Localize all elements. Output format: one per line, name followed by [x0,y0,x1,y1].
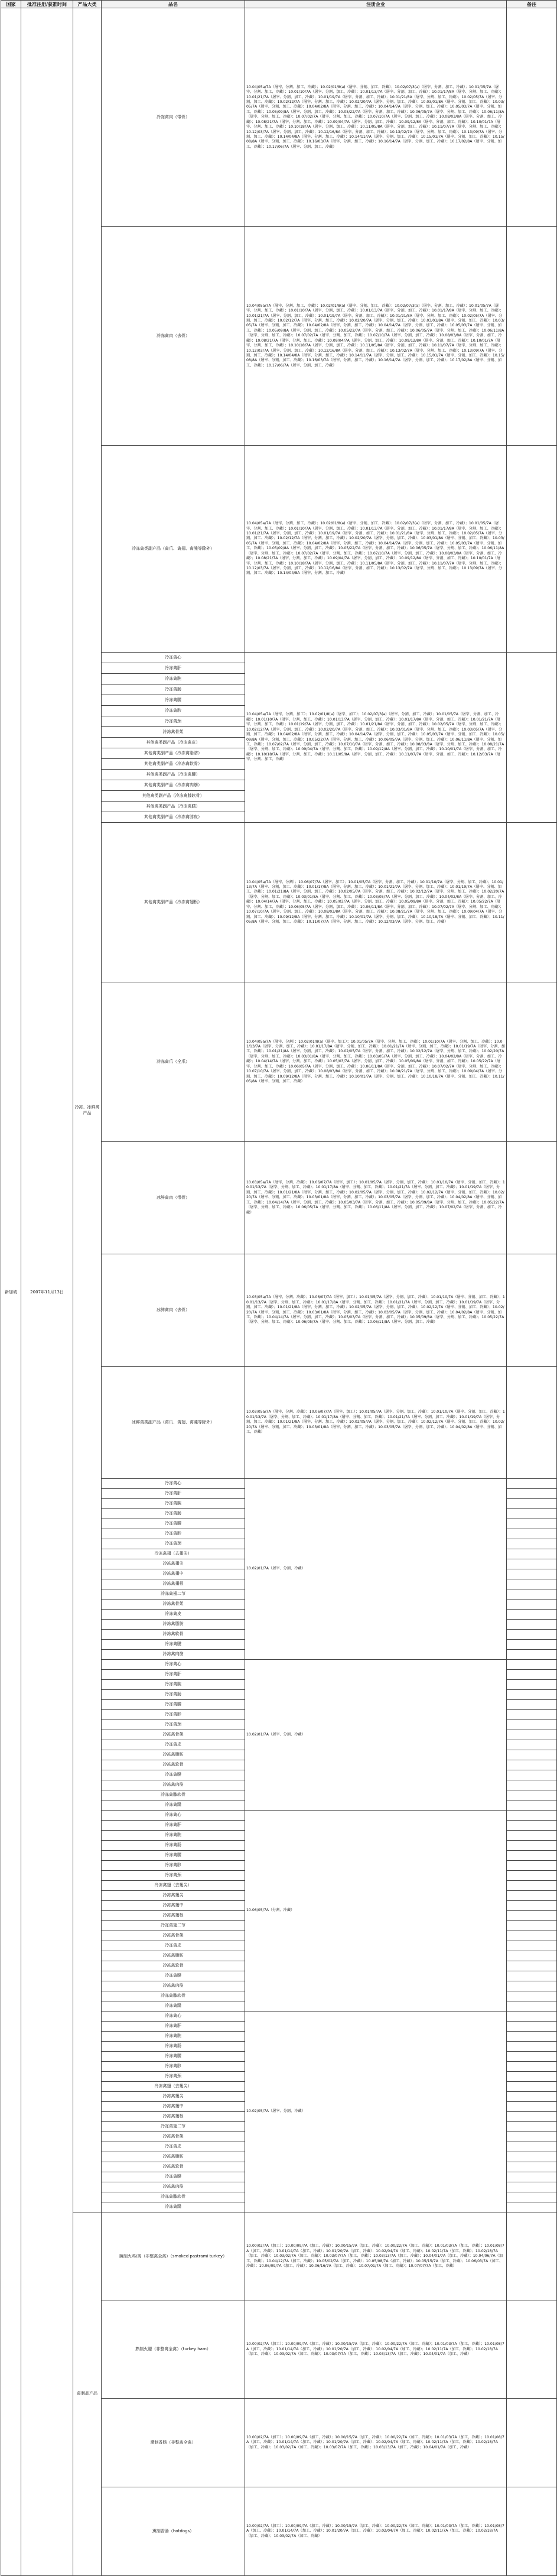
enterprise-cell: 10.00/02/7A（加工）；10.00/09/7A（加工、冷藏）；10.00/15/7A（加工、冷藏）；10.00/22/7A（加工、冷藏）；10.01/03/7A（加工、冷藏）；10.01/08/7A（加工、冷藏）；10.01/14/7A（加工、冷藏）；10.01/20/7A（加工、冷藏）；10.02/04/7A（加工、冷藏）；10.02/11/7A（加工、冷藏）；10.02/18/7A（加工、冷藏）；10.03/02/7A（加工、冷藏） [245,2487,507,2576]
product-cell: 其他禽类副产品（冷冻禽皮） [102,738,245,748]
note-cell [507,2182,557,2192]
product-cell: 冷冻禽肉（去骨） [102,227,245,446]
product-cell: 冷冻禽腱 [102,1770,245,1780]
enterprise-cell: 10.04/05a/7A（屠宰、分割）；10.06/07/7A（屠宰、加工）；10.01/05/7A（屠宰、分割、加工、冷藏）；10.01/10/7A（屠宰、分割、加工、冷藏）；10.01/13/7A（屠宰、分割、加工、冷藏）；10.01/17/8A（屠宰、分割、加工、冷藏）；10.01/21/7A（屠宰、分割、加工、冷藏）；10.01/19/7A（屠宰、分割、加工、冷藏）；10.01/21/8A（屠宰、分割、加工、冷藏）；10.02/05/7A（屠宰、分割、加工、冷藏）；10.02/12/7A（屠宰、分割、加工、冷藏）；10.02/20/7A（屠宰、分割、加工、冷藏）；10.03/01/8A（屠宰、分割、加工、冷藏）；10.03/05/7A（屠宰、分割、加工、冷藏）；10.04/02/8A（屠宰、分割、加工、冷藏）；10.04/14/7A（屠宰、分割、加工、冷藏）；10.05/03/7A（屠宰、分割、加工、冷藏）；10.05/09/8A（屠宰、分割、加工、冷藏）；10.05/22/7A（屠宰、分割、加工、冷藏）；10.06/05/7A（屠宰、分割、加工、冷藏）；10.06/11/8A（屠宰、分割、加工、冷藏）；10.07/02/7A（屠宰、分割、加工、冷藏）；10.07/10/7A（屠宰、分割、加工、冷藏）；10.08/03/8A（屠宰、分割、加工、冷藏）；10.08/21/7A（屠宰、分割、加工、冷藏）；10.09/04/7A（屠宰、分割、加工、冷藏）；10.09/12/8A（屠宰、分割、加工、冷藏）；10.10/01/7A（屠宰、分割、加工、冷藏）；10.10/18/7A（屠宰、分割、加工、冷藏）；10.11/05/8A（屠宰、分割、加工、冷藏）；10.11/07/7A（屠宰、分割、加工、冷藏）；10.12/03/7A（屠宰、分割、加工、冷藏） [245,823,507,982]
product-cell: 冷冻禽肫 [102,2032,245,2042]
product-cell: 其他禽类副产品（冷冻禽腱） [102,770,245,780]
note-cell [507,1831,557,1841]
enterprise-cell: 10.04/05a/7A（屠宰、分割、加工、冷藏）；10.02/01/8(a)（屠宰、分割、加工、冷藏）；10.02/07/3(a)（屠宰、分割、加工、冷藏）；10.01/05/7A（屠宰、分割、加工、冷藏）；10.01/10/7A（屠宰、分割、加工、冷藏）；10.01/13/7A（屠宰、分割、加工、冷藏）；10.01/17/8A（屠宰、分割、加工、冷藏）；10.01/21/7A（屠宰、分割、加工、冷藏）；10.01/19/7A（屠宰、分割、加工、冷藏）；10.01/21/8A（屠宰、分割、加工、冷藏）；10.02/05/7A（屠宰、分割、加工、冷藏）；10.02/12/7A（屠宰、分割、加工、冷藏）；10.02/20/7A（屠宰、分割、加工、冷藏）；10.03/01/8A（屠宰、分割、加工、冷藏）；10.03/05/7A（屠宰、分割、加工、冷藏）；10.04/02/8A（屠宰、分割、加工、冷藏）；10.04/14/7A（屠宰、分割、加工、冷藏）；10.05/03/7A（屠宰、分割、加工、冷藏）；10.05/09/8A（屠宰、分割、加工、冷藏）；10.05/22/7A（屠宰、分割、加工、冷藏）；10.06/05/7A（屠宰、分割、加工、冷藏）；10.06/11/8A（屠宰、分割、加工、冷藏）；10.07/02/7A（屠宰、分割、加工、冷藏）；10.07/10/7A（屠宰、分割、加工、冷藏）；10.08/03/8A（屠宰、分割、加工、冷藏）；10.08/21/7A（屠宰、分割、加工、冷藏）；10.09/04/7A（屠宰、分割、加工、冷藏）；10.09/12/8A（屠宰、分割、加工、冷藏）；10.10/01/7A（屠宰、分割、加工、冷藏）；10.10/18/7A（屠宰、分割、加工、冷藏）；10.11/05/8A（屠宰、分割、加工、冷藏）；10.11/07/7A（屠宰、分割、加工、冷藏）；10.12/03/7A（屠宰、分割、加工、冷藏）；10.12/16/8A（屠宰、分割、加工、冷藏）；10.13/02/7A（屠宰、分割、加工、冷藏）；10.13/09/7A（屠宰、分割、加工、冷藏）；10.14/04/8A（屠宰、分割、加工、冷藏） [245,446,507,653]
note-cell [507,1780,557,1790]
note-cell [507,1991,557,2001]
note-cell [507,1951,557,1961]
note-cell [507,1881,557,1891]
category-cell: 禽制品产品 [73,2212,102,2576]
product-cell: 冷冻禽皮 [102,1610,245,1620]
note-cell [507,1730,557,1740]
product-cell: 冷冻禽颈 [102,2072,245,2082]
product-cell: 冷冻禽肫 [102,674,245,684]
note-cell [507,1660,557,1670]
product-cell: 冷冻禽骨架 [102,1931,245,1941]
table-row [1,2212,557,2301]
product-cell: 冷冻禽肫 [102,1680,245,1690]
note-cell [507,982,557,1142]
note-cell [507,1901,557,1911]
note-cell [507,2399,557,2487]
note-cell [507,2092,557,2102]
note-cell [507,1589,557,1600]
product-cell: 冷冻禽腱 [102,1640,245,1650]
product-cell: 冰鲜禽肉（去骨） [102,1254,245,1367]
note-cell [507,2192,557,2202]
note-cell [507,1650,557,1660]
product-cell: 冷冻禽软骨 [102,1760,245,1770]
note-cell [507,2012,557,2022]
product-cell: 冷冻禽心 [102,1811,245,1821]
product-cell: 冷冻禽软骨 [102,1630,245,1640]
note-cell [507,1620,557,1630]
product-cell: 冷冻禽心 [102,653,245,663]
note-cell [507,1931,557,1941]
product-cell: 冷冻禽软骨 [102,1961,245,1971]
product-cell: 冷冻禽骨架 [102,1730,245,1740]
note-cell [507,1871,557,1881]
note-cell [507,1861,557,1871]
note-cell [507,2082,557,2092]
product-cell: 冷冻禽肉（带骨） [102,8,245,227]
note-cell [507,1479,557,1489]
product-cell: 冷冻禽翅二节 [102,1921,245,1931]
product-cell: 冷冻禽翅中 [102,2102,245,2112]
product-cell: 冷冻禽皮 [102,2142,245,2152]
enterprise-cell: 10.03/05a/7A（屠宰、分割、冷藏）；10.06/07/7A（屠宰、加工）；10.01/05/7A（屠宰、分割、加工、冷藏）；10.01/10/7A（屠宰、分割、加工、冷藏）；10.01/13/7A（屠宰、分割、加工、冷藏）；10.01/17/8A（屠宰、分割、加工、冷藏）；10.01/21/7A（屠宰、分割、加工、冷藏）；10.01/19/7A（屠宰、分割、加工、冷藏）；10.01/21/8A（屠宰、分割、加工、冷藏）；10.02/05/7A（屠宰、分割、加工、冷藏）；10.02/12/7A（屠宰、分割、加工、冷藏）；10.02/20/7A（屠宰、分割、加工、冷藏）；10.03/01/8A（屠宰、分割、加工、冷藏）；10.03/05/7A（屠宰、分割、加工、冷藏）；10.04/02/8A（屠宰、分割、加工、冷藏）；10.04/14/7A（屠宰、分割、加工、冷藏）；10.05/03/7A（屠宰、分割、加工、冷藏）；10.05/09/8A（屠宰、分割、加工、冷藏）；10.05/22/7A（屠宰、分割、加工、冷藏）；10.06/05/7A（屠宰、分割、加工、冷藏）；10.06/11/8A（屠宰、分割、加工、冷藏）；10.07/02/7A（屠宰、分割、加工、冷藏） [245,1142,507,1254]
product-cell: 其他禽类副产品（冷冻禽软骨） [102,759,245,770]
note-cell [507,1142,557,1254]
note-cell [507,1961,557,1971]
note-cell [507,1821,557,1831]
product-cell: 冷冻禽脂肪 [102,1951,245,1961]
enterprise-cell: 10.00/02/7A（加工）；10.00/09/7A（加工、冷藏）；10.00/15/7A（加工、冷藏）；10.00/22/7A（加工、冷藏）；10.01/03/7A（加工、冷藏）；10.01/08/7A（加工、冷藏）；10.01/14/7A（加工、冷藏）；10.01/20/7A（加工、冷藏）；10.02/04/7A（加工、冷藏）；10.02/11/7A（加工、冷藏）；10.02/18/7A（加工、冷藏）；10.03/02/7A（加工、冷藏）；10.03/07/7A（加工、冷藏）；10.03/13/7A（加工、冷藏）；10.04/01/7A（加工、冷藏）；10.04/06/7A（加工、冷藏）；10.04/12/7A（加工、冷藏）；10.05/02/7A（加工、冷藏）；10.05/08/7A（加工、冷藏）；10.05/15/7A（加工、冷藏）；10.06/03/7A（加工、冷藏）；10.06/09/7A（加工、冷藏）；10.06/16/7A（加工、冷藏）；10.07/01/7A（加工、冷藏）；10.07/07/7A（加工、冷藏） [245,2212,507,2301]
product-cell: 熟制火腿（非整禽全禽）（turkey ham） [102,2301,245,2399]
note-cell [507,227,557,446]
note-cell [507,1851,557,1861]
header-category: 产品大类 [73,1,102,8]
note-cell [507,2032,557,2042]
note-cell [507,2152,557,2162]
product-cell: 其他禽类副产品（冷冻禽翅根） [102,823,245,982]
note-cell [507,653,557,823]
product-cell: 冷冻禽胗 [102,1861,245,1871]
country-cell: 新加坡 [1,8,21,2576]
product-cell: 冷冻禽肝 [102,1821,245,1831]
enterprise-cell: 10.02/05/7A（屠宰、分割、冷藏） [245,2012,507,2212]
note-cell [507,2052,557,2062]
note-cell [507,2202,557,2212]
note-cell [507,2172,557,2182]
note-cell [507,2212,557,2301]
product-cell: 冷冻禽腰 [102,1700,245,1710]
note-cell [507,1891,557,1901]
registration-table [1,0,557,2576]
product-cell: 冷冻禽腰 [102,1851,245,1861]
product-cell: 冷冻禽腰 [102,1519,245,1529]
product-cell: 冷冻禽骨架 [102,1600,245,1610]
product-cell: 冷冻禽皮 [102,1740,245,1750]
enterprise-cell: 10.02/01/7A（屠宰、分割、冷藏） [245,1479,507,1660]
product-cell: 冰鲜禽肉（带骨） [102,1142,245,1254]
product-cell: 冷冻禽爪（全爪） [102,982,245,1142]
note-cell [507,1690,557,1700]
product-cell: 冷冻禽翅中 [102,1901,245,1911]
enterprise-cell: 10.04/05a/7A（屠宰、分割、加工、冷藏）；10.02/01/8(a)（屠宰、分割、加工、冷藏）；10.02/07/3(a)（屠宰、分割、加工、冷藏）；10.01/05/7A（屠宰、分割、加工、冷藏）；10.01/10/7A（屠宰、分割、加工、冷藏）；10.01/13/7A（屠宰、分割、加工、冷藏）；10.01/17/8A（屠宰、分割、加工、冷藏）；10.01/21/7A（屠宰、分割、加工、冷藏）；10.01/19/7A（屠宰、分割、加工、冷藏）；10.01/21/8A（屠宰、分割、加工、冷藏）；10.02/05/7A（屠宰、分割、加工、冷藏）；10.02/12/7A（屠宰、分割、加工、冷藏）；10.02/20/7A（屠宰、分割、加工、冷藏）；10.03/01/8A（屠宰、分割、加工、冷藏）；10.03/05/7A（屠宰、分割、加工、冷藏）；10.04/02/8A（屠宰、分割、加工、冷藏）；10.04/14/7A（屠宰、分割、加工、冷藏）；10.05/03/7A（屠宰、分割、加工、冷藏）；10.05/09/8A（屠宰、分割、加工、冷藏）；10.05/22/7A（屠宰、分割、加工、冷藏）；10.06/05/7A（屠宰、分割、加工、冷藏）；10.06/11/8A（屠宰、分割、加工、冷藏）；10.07/02/7A（屠宰、分割、加工、冷藏）；10.07/10/7A（屠宰、分割、加工、冷藏）；10.08/03/8A（屠宰、分割、加工、冷藏）；10.08/21/7A（屠宰、分割、加工、冷藏）；10.09/04/7A（屠宰、分割、加工、冷藏）；10.09/12/8A（屠宰、分割、加工、冷藏）；10.10/01/7A（屠宰、分割、加工、冷藏）；10.10/18/7A（屠宰、分割、加工、冷藏）；10.11/05/8A（屠宰、分割、加工、冷藏）；10.11/07/7A（屠宰、分割、加工、冷藏）；10.12/03/7A（屠宰、分割、加工、冷藏）；10.12/16/8A（屠宰、分割、加工、冷藏）；10.13/02/7A（屠宰、分割、加工、冷藏）；10.13/09/7A（屠宰、分割、加工、冷藏）；10.14/04/8A（屠宰、分割、加工、冷藏）；10.14/11/7A（屠宰、分割、加工、冷藏）；10.15/01/7A（屠宰、分割、加工、冷藏）；10.15/08/8A（屠宰、分割、加工、冷藏）；10.16/03/7A（屠宰、分割、加工、冷藏）；10.16/14/7A（屠宰、分割、加工、冷藏）；10.17/02/8A（屠宰、分割、加工、冷藏）；10.17/06/7A（屠宰、分割、加工、冷藏） [245,8,507,227]
note-cell [507,1509,557,1519]
category-cell: 冷冻、冰鲜禽产品 [73,8,102,2212]
product-cell: 冷冻禽蹼 [102,1800,245,1811]
product-cell: 冷冻禽翅（去翅尖） [102,1549,245,1559]
note-cell [507,1539,557,1549]
product-cell: 冷冻禽肉筋 [102,2182,245,2192]
note-cell [507,1499,557,1509]
note-cell [507,1971,557,1981]
product-cell: 冷冻禽腰 [102,2052,245,2062]
note-cell [507,1750,557,1760]
product-cell: 冷冻禽蹼 [102,2001,245,2012]
note-cell [507,446,557,653]
product-cell: 冷冻禽心 [102,2012,245,2022]
note-cell [507,1559,557,1569]
note-cell [507,2487,557,2576]
product-cell: 冷冻禽颈 [102,1539,245,1549]
product-cell: 冷冻禽蹼 [102,2202,245,2212]
enterprise-cell: 10.04/05a/7A（屠宰、分割、加工）；10.02/01/8(a)（屠宰、加工）；10.02/07/3(a)（屠宰、分割、加工、冷藏）；10.01/05/7A（屠宰、分割、加工、冷藏）；10.01/10/7A（屠宰、分割、加工、冷藏）；10.01/13/7A（屠宰、分割、加工、冷藏）；10.01/17/8A（屠宰、分割、加工、冷藏）；10.01/21/7A（屠宰、分割、加工、冷藏）；10.01/19/7A（屠宰、分割、加工、冷藏）；10.01/21/8A（屠宰、分割、加工、冷藏）；10.02/05/7A（屠宰、分割、加工、冷藏）；10.02/12/7A（屠宰、分割、加工、冷藏）；10.02/20/7A（屠宰、分割、加工、冷藏）；10.03/01/8A（屠宰、分割、加工、冷藏）；10.03/05/7A（屠宰、分割、加工、冷藏）；10.04/02/8A（屠宰、分割、加工、冷藏）；10.04/14/7A（屠宰、分割、加工、冷藏）；10.05/03/7A（屠宰、分割、加工、冷藏）；10.05/09/8A（屠宰、分割、加工、冷藏）；10.05/22/7A（屠宰、分割、加工、冷藏）；10.06/05/7A（屠宰、分割、加工、冷藏）；10.06/11/8A（屠宰、分割、加工、冷藏）；10.07/02/7A（屠宰、分割、加工、冷藏）；10.07/10/7A（屠宰、分割、加工、冷藏）；10.08/03/8A（屠宰、分割、加工、冷藏）；10.08/21/7A（屠宰、分割、加工、冷藏）；10.09/04/7A（屠宰、分割、加工、冷藏）；10.09/12/8A（屠宰、分割、加工、冷藏）；10.10/01/7A（屠宰、分割、加工、冷藏）；10.10/18/7A（屠宰、分割、加工、冷藏）；10.11/05/8A（屠宰、分割、加工、冷藏）；10.11/07/7A（屠宰、分割、加工、冷藏）；10.12/03/7A（屠宰、分割、加工、冷藏） [245,653,507,823]
product-cell: 冷冻禽肝 [102,2022,245,2032]
enterprise-cell: 10.00/02/7A（加工）；10.00/09/7A（加工、冷藏）；10.00/15/7A（加工、冷藏）；10.00/22/7A（加工、冷藏）；10.01/03/7A（加工、冷藏）；10.01/08/7A（加工、冷藏）；10.01/14/7A（加工、冷藏）；10.01/20/7A（加工、冷藏）；10.02/04/7A（加工、冷藏）；10.02/11/7A（加工、冷藏）；10.02/18/7A（加工、冷藏）；10.03/02/7A（加工、冷藏）；10.03/07/7A（加工、冷藏）；10.03/13/7A（加工、冷藏）；10.04/01/7A（加工、冷藏） [245,2399,507,2487]
note-cell [507,2122,557,2132]
note-cell [507,823,557,982]
note-cell [507,1740,557,1750]
note-cell [507,1529,557,1539]
product-cell: 冷冻禽脂肪 [102,2152,245,2162]
note-cell [507,1981,557,1991]
header-enterprise: 注册企业 [245,1,507,8]
product-cell: 冷冻禽腰 [102,695,245,706]
date-cell: 2007年11月13日 [21,8,73,2576]
product-cell: 冷冻禽翅尖 [102,1891,245,1901]
product-cell: 腌制火鸡/禽（非整禽全禽）（smoked pastrami turkey） [102,2212,245,2301]
note-cell [507,2022,557,2032]
product-cell: 冷冻禽肝 [102,1670,245,1680]
product-cell: 冷冻禽心 [102,1660,245,1670]
product-cell: 冷冻禽颈 [102,1871,245,1881]
product-cell: 冷冻禽软骨 [102,2162,245,2172]
note-cell [507,1760,557,1770]
note-cell [507,1770,557,1780]
product-cell: 其他禽类副产品（冷冻禽蹼） [102,802,245,812]
product-cell: 冷冻禽胗 [102,1710,245,1720]
note-cell [507,1489,557,1499]
note-cell [507,2112,557,2122]
product-cell: 其他禽类副产品（冷冻禽脖皮） [102,812,245,823]
note-cell [507,1700,557,1710]
note-cell [507,1600,557,1610]
header-note: 备注 [507,1,557,8]
enterprise-cell: 10.02/01/7A（屠宰、分割、冷藏） [245,1660,507,1811]
note-cell [507,1710,557,1720]
note-cell [507,2162,557,2172]
enterprise-cell: 10.04/05a/7A（屠宰、分割、加工、冷藏）；10.02/01/8(a)（屠宰、分割、加工、冷藏）；10.02/07/3(a)（屠宰、分割、加工、冷藏）；10.01/05/7A（屠宰、分割、加工、冷藏）；10.01/10/7A（屠宰、分割、加工、冷藏）；10.01/13/7A（屠宰、分割、加工、冷藏）；10.01/17/8A（屠宰、分割、加工、冷藏）；10.01/21/7A（屠宰、分割、加工、冷藏）；10.01/19/7A（屠宰、分割、加工、冷藏）；10.01/21/8A（屠宰、分割、加工、冷藏）；10.02/05/7A（屠宰、分割、加工、冷藏）；10.02/12/7A（屠宰、分割、加工、冷藏）；10.02/20/7A（屠宰、分割、加工、冷藏）；10.03/01/8A（屠宰、分割、加工、冷藏）；10.03/05/7A（屠宰、分割、加工、冷藏）；10.04/02/8A（屠宰、分割、加工、冷藏）；10.04/14/7A（屠宰、分割、加工、冷藏）；10.05/03/7A（屠宰、分割、加工、冷藏）；10.05/09/8A（屠宰、分割、加工、冷藏）；10.05/22/7A（屠宰、分割、加工、冷藏）；10.06/05/7A（屠宰、分割、加工、冷藏）；10.06/11/8A（屠宰、分割、加工、冷藏）；10.07/02/7A（屠宰、分割、加工、冷藏）；10.07/10/7A（屠宰、分割、加工、冷藏）；10.08/03/8A（屠宰、分割、加工、冷藏）；10.08/21/7A（屠宰、分割、加工、冷藏）；10.09/04/7A（屠宰、分割、加工、冷藏）；10.09/12/8A（屠宰、分割、加工、冷藏）；10.10/01/7A（屠宰、分割、加工、冷藏）；10.10/18/7A（屠宰、分割、加工、冷藏）；10.11/05/8A（屠宰、分割、加工、冷藏）；10.11/07/7A（屠宰、分割、加工、冷藏）；10.12/03/7A（屠宰、分割、加工、冷藏）；10.12/16/8A（屠宰、分割、加工、冷藏）；10.13/02/7A（屠宰、分割、加工、冷藏）；10.13/09/7A（屠宰、分割、加工、冷藏）；10.14/04/8A（屠宰、分割、加工、冷藏）；10.14/11/7A（屠宰、分割、加工、冷藏）；10.15/01/7A（屠宰、分割、加工、冷藏）；10.15/08/8A（屠宰、分割、加工、冷藏）；10.16/03/7A（屠宰、分割、加工、冷藏）；10.16/14/7A（屠宰、分割、加工、冷藏）；10.17/02/8A（屠宰、分割、加工、冷藏）；10.17/06/7A（屠宰、分割、加工、冷藏） [245,227,507,446]
enterprise-cell: 10.00/02/7A（加工）；10.00/09/7A（加工、冷藏）；10.00/15/7A（加工、冷藏）；10.00/22/7A（加工、冷藏）；10.01/03/7A（加工、冷藏）；10.01/08/7A（加工、冷藏）；10.01/14/7A（加工、冷藏）；10.01/20/7A（加工、冷藏）；10.02/04/7A（加工、冷藏）；10.02/11/7A（加工、冷藏）；10.02/18/7A（加工、冷藏）；10.03/02/7A（加工、冷藏）；10.03/07/7A（加工、冷藏）；10.03/13/7A（加工、冷藏）；10.04/01/7A（加工、冷藏） [245,2301,507,2399]
product-cell: 冷冻禽心 [102,1479,245,1489]
note-cell [507,1911,557,1921]
note-cell [507,1720,557,1730]
product-cell: 其他禽类副产品（冷冻禽肉筋） [102,780,245,791]
product-cell: 冷冻禽翅中 [102,1569,245,1579]
header-product: 品名 [102,1,245,8]
note-cell [507,2301,557,2399]
note-cell [507,1630,557,1640]
product-cell: 冷冻禽肝 [102,1489,245,1499]
product-cell: 其他禽类副产品（冷冻禽脂肪） [102,748,245,759]
product-cell: 冷冻禽肫 [102,1831,245,1841]
note-cell [507,1790,557,1800]
product-cell: 冷冻禽翅尖 [102,2092,245,2102]
note-cell [507,1610,557,1620]
product-cell: 冷冻禽肉筋 [102,1780,245,1790]
enterprise-cell: 10.04/05a/7A（屠宰、分割）；10.02/01/8(a)（屠宰、加工）；10.01/05/7A（屠宰、分割、加工、冷藏）；10.01/10/7A（屠宰、分割、加工、冷藏）；10.01/13/7A（屠宰、分割、加工、冷藏）；10.01/17/8A（屠宰、分割、加工、冷藏）；10.01/21/7A（屠宰、分割、加工、冷藏）；10.01/19/7A（屠宰、分割、加工、冷藏）；10.01/21/8A（屠宰、分割、加工、冷藏）；10.02/05/7A（屠宰、分割、加工、冷藏）；10.02/12/7A（屠宰、分割、加工、冷藏）；10.02/20/7A（屠宰、分割、加工、冷藏）；10.03/01/8A（屠宰、分割、加工、冷藏）；10.03/05/7A（屠宰、分割、加工、冷藏）；10.04/02/8A（屠宰、分割、加工、冷藏）；10.04/14/7A（屠宰、分割、加工、冷藏）；10.05/03/7A（屠宰、分割、加工、冷藏）；10.05/09/8A（屠宰、分割、加工、冷藏）；10.05/22/7A（屠宰、分割、加工、冷藏）；10.06/05/7A（屠宰、分割、加工、冷藏）；10.06/11/8A（屠宰、分割、加工、冷藏）；10.07/02/7A（屠宰、分割、加工、冷藏）；10.07/10/7A（屠宰、分割、加工、冷藏）；10.08/03/8A（屠宰、分割、加工、冷藏）；10.08/21/7A（屠宰、分割、加工、冷藏）；10.09/04/7A（屠宰、分割、加工、冷藏）；10.09/12/8A（屠宰、分割、加工、冷藏）；10.10/01/7A（屠宰、分割、加工、冷藏）；10.10/18/7A（屠宰、分割、加工、冷藏）；10.11/05/8A（屠宰、分割、加工、冷藏） [245,982,507,1142]
note-cell [507,2062,557,2072]
note-cell [507,1640,557,1650]
product-cell: 冷冻禽翅二节 [102,2122,245,2132]
note-cell [507,8,557,227]
product-cell: 冷冻禽脂肪 [102,1750,245,1760]
product-cell: 冷冻禽胗 [102,706,245,716]
product-cell: 冷冻禽肠 [102,1690,245,1700]
product-cell: 冷冻禽肉筋 [102,1981,245,1991]
product-cell: 冷冻禽翅二节 [102,1589,245,1600]
note-cell [507,2102,557,2112]
note-cell [507,1680,557,1690]
note-cell [507,1941,557,1951]
note-cell [507,1569,557,1579]
product-cell: 冷冻禽腱 [102,2172,245,2182]
product-cell: 冰鲜禽类副产品（禽爪、禽翅、禽肫等除外） [102,1367,245,1479]
product-cell: 冷冻禽骨架 [102,2132,245,2142]
product-cell: 冷冻禽胗 [102,2062,245,2072]
product-cell: 冷冻禽肫 [102,1499,245,1509]
product-cell: 冷冻禽肠 [102,2042,245,2052]
product-cell: 冷冻禽膝软骨 [102,2192,245,2202]
product-cell: 熏制香肠（非整禽全禽） [102,2399,245,2487]
product-cell: 冷冻禽翅根 [102,2112,245,2122]
note-cell [507,1841,557,1851]
note-cell [507,1519,557,1529]
product-cell: 冷冻禽肉筋 [102,1650,245,1660]
note-cell [507,2042,557,2052]
header-country: 国家 [1,1,21,8]
enterprise-cell: 10.03/05a/7A（屠宰、分割、冷藏）；10.06/07/7A（屠宰、加工）；10.01/05/7A（屠宰、分割、加工、冷藏）；10.01/10/7A（屠宰、分割、加工、冷藏）；10.01/13/7A（屠宰、分割、加工、冷藏）；10.01/17/8A（屠宰、分割、加工、冷藏）；10.01/21/7A（屠宰、分割、加工、冷藏）；10.01/19/7A（屠宰、分割、加工、冷藏）；10.01/21/8A（屠宰、分割、加工、冷藏）；10.02/05/7A（屠宰、分割、加工、冷藏）；10.02/12/7A（屠宰、分割、加工、冷藏）；10.02/20/7A（屠宰、分割、加工、冷藏）；10.03/01/8A（屠宰、分割、加工、冷藏）；10.03/05/7A（屠宰、分割、加工、冷藏）；10.04/02/8A（屠宰、分割、加工、冷藏）；10.04/14/7A（屠宰、分割、加工、冷藏）；10.05/03/7A（屠宰、分割、加工、冷藏）；10.05/09/8A（屠宰、分割、加工、冷藏）；10.05/22/7A（屠宰、分割、加工、冷藏）；10.06/05/7A（屠宰、分割、加工、冷藏）；10.06/11/8A（屠宰、分割、加工、冷藏） [245,1254,507,1367]
product-cell: 冷冻禽翅根 [102,1579,245,1589]
note-cell [507,2072,557,2082]
product-cell: 冷冻禽肠 [102,684,245,695]
note-cell [507,1670,557,1680]
note-cell [507,1811,557,1821]
product-cell: 冷冻禽翅（去翅尖） [102,1881,245,1891]
product-cell: 冷冻禽膝软骨 [102,1991,245,2001]
product-cell: 冷冻禽肠 [102,1509,245,1519]
product-cell: 冷冻禽膝软骨 [102,1790,245,1800]
product-cell: 冷冻禽类副产品（禽爪、禽翅、禽肫等除外） [102,446,245,653]
product-cell: 冷冻禽骨架 [102,727,245,738]
product-cell: 冷冻禽肝 [102,663,245,674]
enterprise-cell: 10.03/05a/7A（屠宰、分割、冷藏）；10.06/07/7A（屠宰、加工）；10.01/05/7A（屠宰、分割、加工、冷藏）；10.01/10/7A（屠宰、分割、加工、冷藏）；10.01/13/7A（屠宰、分割、加工、冷藏）；10.01/17/8A（屠宰、分割、加工、冷藏）；10.01/21/7A（屠宰、分割、加工、冷藏）；10.01/19/7A（屠宰、分割、加工、冷藏）；10.01/21/8A（屠宰、分割、加工、冷藏）；10.02/05/7A（屠宰、分割、加工、冷藏）；10.02/12/7A（屠宰、分割、加工、冷藏）；10.02/20/7A（屠宰、分割、加工、冷藏）；10.03/01/8A（屠宰、分割、加工、冷藏）；10.03/05/7A（屠宰、分割、加工、冷藏）；10.04/02/8A（屠宰、分割、加工、冷藏） [245,1367,507,1479]
product-cell: 熏制香肠（hotdogs） [102,2487,245,2576]
note-cell [507,1254,557,1367]
product-cell: 冷冻禽颈 [102,716,245,727]
product-cell: 冷冻禽翅（去翅尖） [102,2082,245,2092]
note-cell [507,2132,557,2142]
product-cell: 冷冻禽翅尖 [102,1559,245,1569]
header-row [1,1,557,8]
product-cell: 冷冻禽脂肪 [102,1620,245,1630]
note-cell [507,2142,557,2152]
note-cell [507,1800,557,1811]
product-cell: 冷冻禽肠 [102,1841,245,1851]
product-cell: 其他禽类副产品（冷冻禽膝软骨） [102,791,245,802]
note-cell [507,2001,557,2012]
enterprise-cell: 10.06/05/7A（分割、冷藏） [245,1811,507,2012]
note-cell [507,1549,557,1559]
product-cell: 冷冻禽腱 [102,1971,245,1981]
product-cell: 冷冻禽翅根 [102,1911,245,1921]
product-cell: 冷冻禽颈 [102,1720,245,1730]
table-row [1,8,557,227]
product-cell: 冷冻禽胗 [102,1529,245,1539]
note-cell [507,1579,557,1589]
note-cell [507,1921,557,1931]
header-date: 批准注册/获准时间 [21,1,73,8]
note-cell [507,1367,557,1479]
product-cell: 冷冻禽皮 [102,1941,245,1951]
